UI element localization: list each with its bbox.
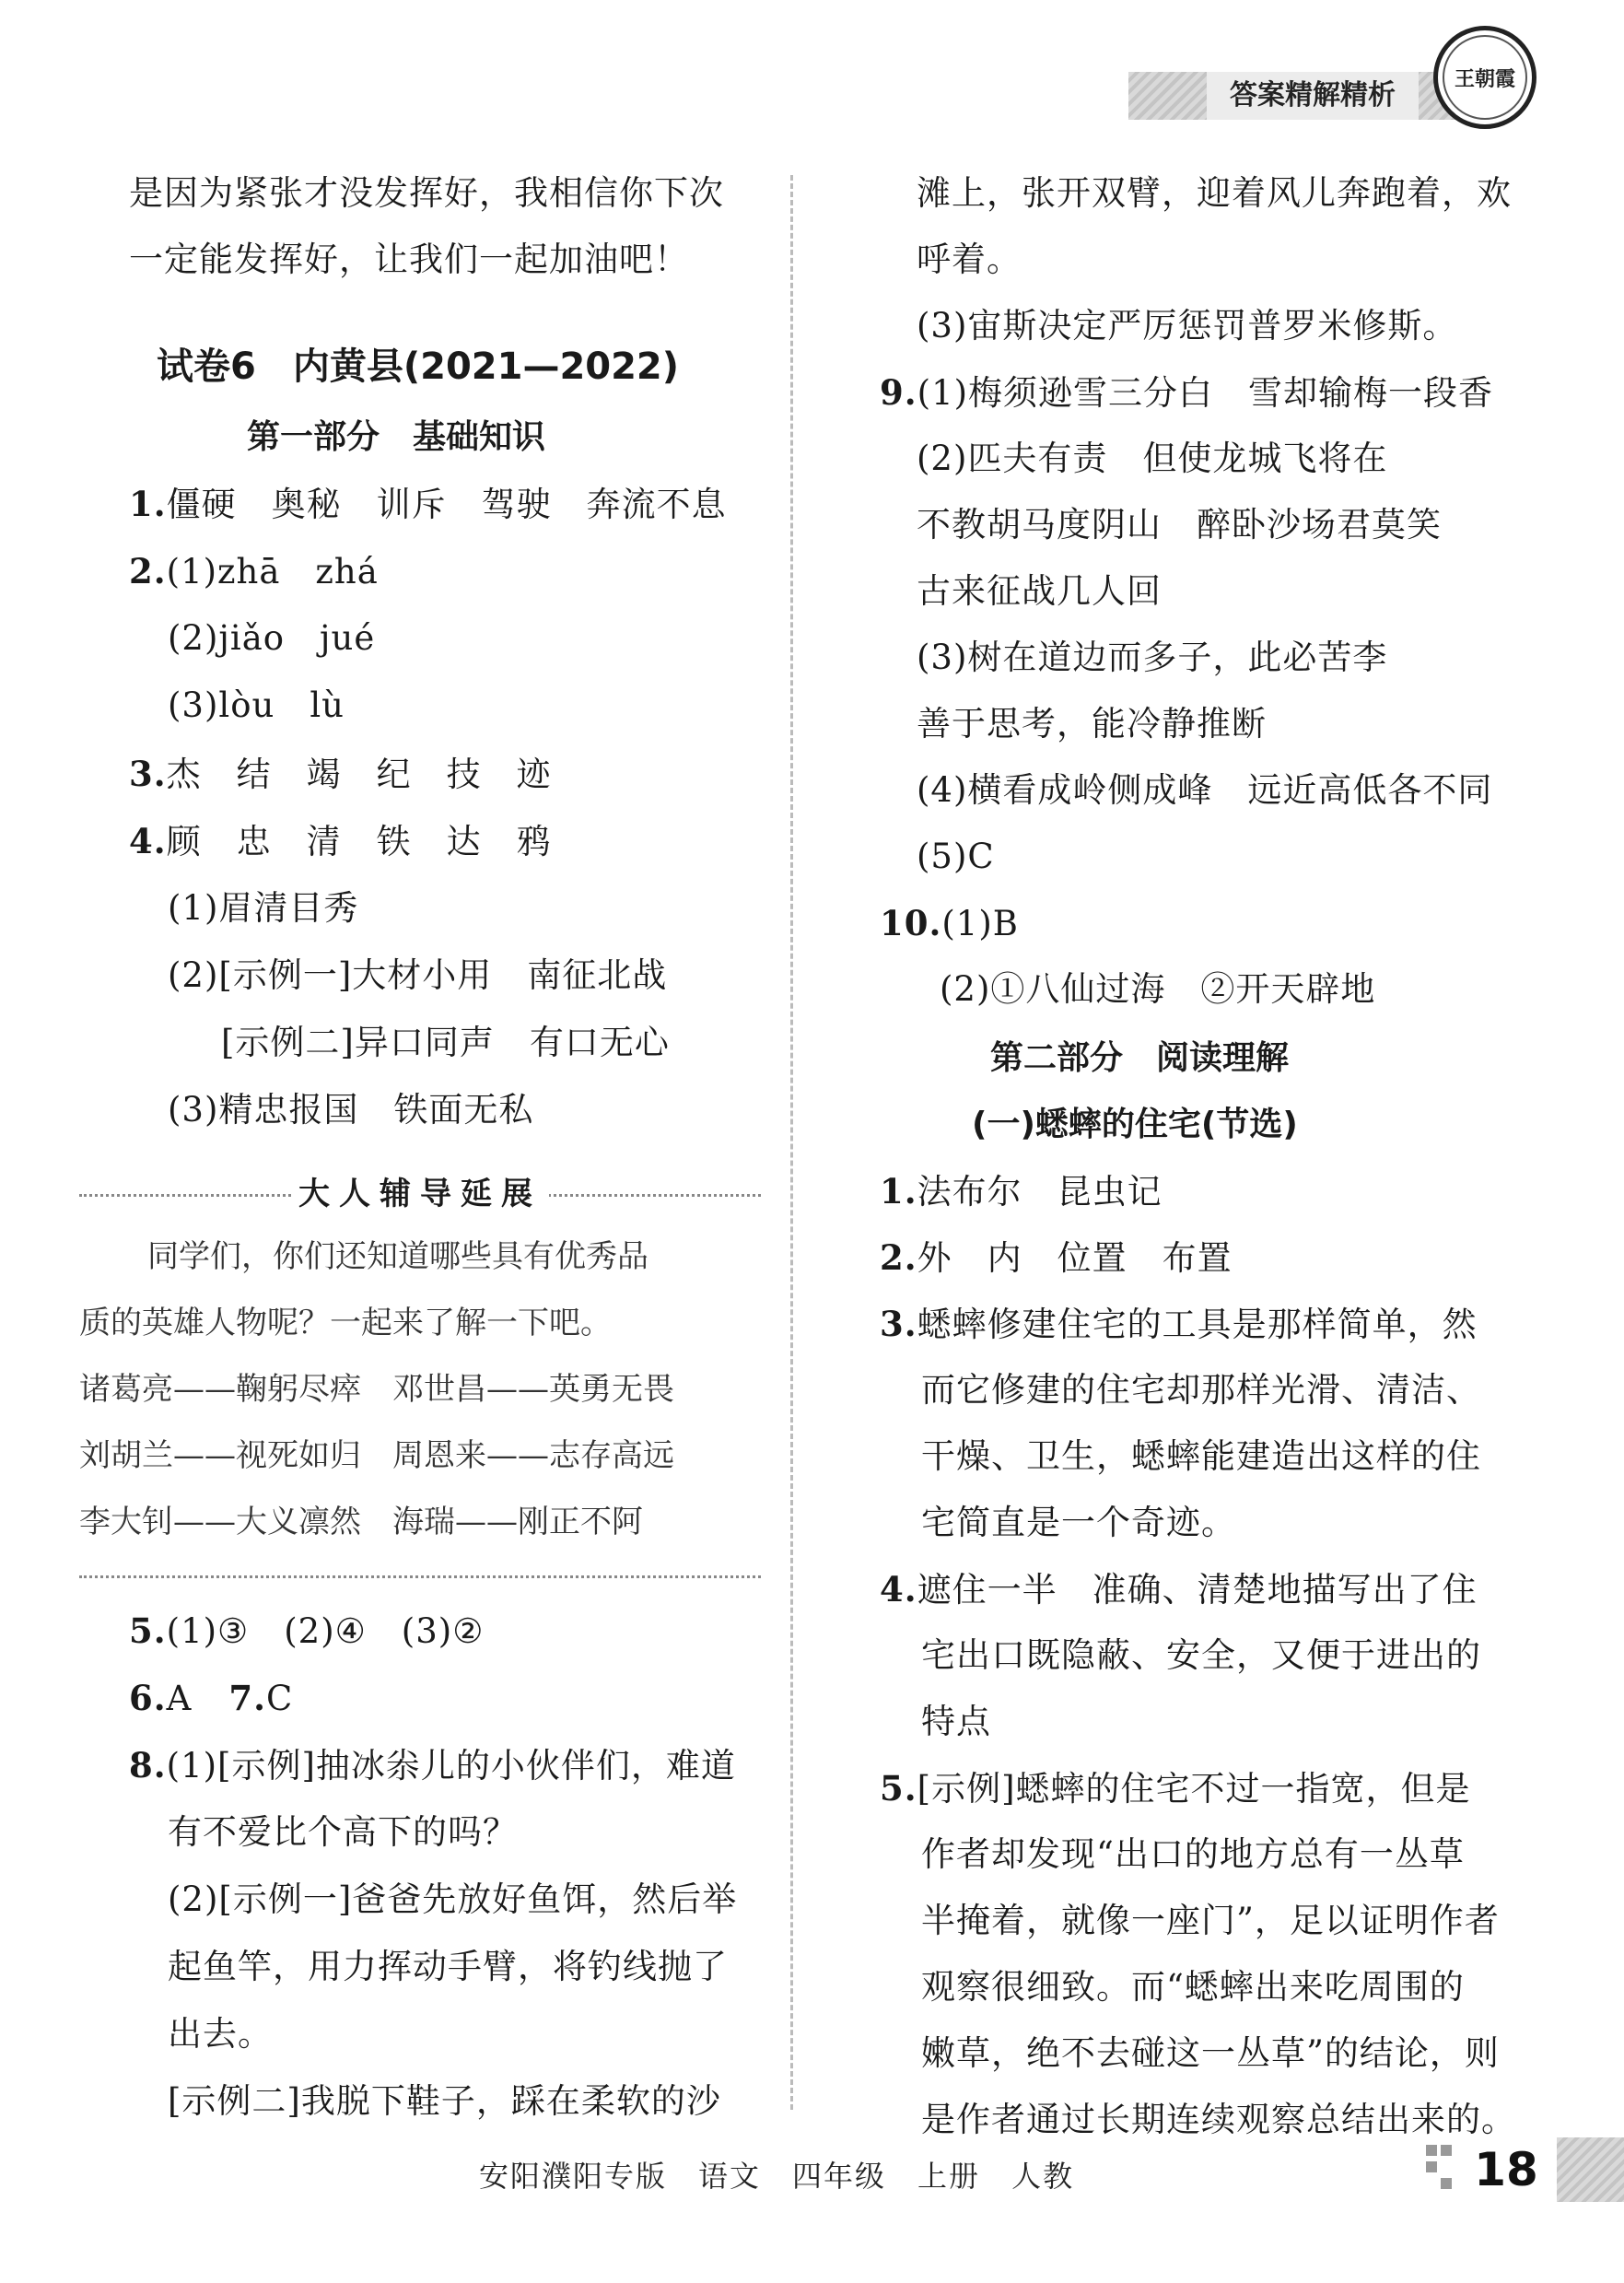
r3-answer-line-3: 干燥、卫生，蟋蟀能建造出这样的住	[921, 1436, 1481, 1476]
r5-answer-line-4: 观察很细致。而“蟋蟀出来吃周围的	[921, 1967, 1465, 2007]
q9-answer-line-3: 不教胡马度阴山 醉卧沙场君莫笑	[917, 505, 1442, 544]
footer-grade: 四年级	[792, 2159, 887, 2194]
r4-answer-line-3: 特点	[921, 1702, 991, 1741]
extension-line-5: 李大钊——大义凛然 海瑞——刚正不阿	[79, 1504, 643, 1540]
extension-line-4: 刘胡兰——视死如归 周恩来——志存高远	[79, 1437, 674, 1474]
q8-answer-line-1: 8.(1)[示例]抽冰尜儿的小伙伴们，难道	[129, 1745, 736, 1785]
right-continuation-line-2: 呼着。	[917, 240, 1022, 279]
q4-answer-a: (1)眉清目秀	[168, 888, 359, 928]
q2-answer-b: (2)jiǎo jué	[168, 618, 376, 658]
r5-answer-line-5: 嫩草，绝不去碰这一丛草”的结论，则	[921, 2033, 1500, 2073]
q8-answer-line-5: 出去。	[168, 2014, 273, 2054]
q6-q7-answer: 6.A 7.C	[129, 1678, 294, 1718]
q4-answer-b: (2)[示例一]大材小用 南征北战	[168, 955, 668, 995]
column-divider	[790, 175, 793, 2110]
r5-answer-line-6: 是作者通过长期连续观察总结出来的。	[921, 2100, 1516, 2139]
r5-answer-line-2: 作者却发现“出口的地方总有一丛草	[921, 1834, 1465, 1874]
left-continuation-line-1: 是因为紧张才没发挥好，我相信你下次	[129, 173, 724, 213]
q9-answer-line-7: (4)横看成岭侧成峰 远近高低各不同	[917, 770, 1493, 810]
footer-region: 安阳濮阳专版	[479, 2159, 668, 2194]
q10-answer-a: 10.(1)B	[880, 903, 1019, 943]
extension-line-2: 质的英雄人物呢？一起来了解一下吧。	[79, 1305, 612, 1341]
q4-answer-c: [示例二]异口同声 有口无心	[221, 1023, 670, 1062]
q8-answer-line-6: [示例二]我脱下鞋子，踩在柔软的沙	[168, 2081, 721, 2121]
publisher-logo	[1433, 26, 1536, 129]
page-band	[1557, 2137, 1624, 2202]
r4-answer-line-2: 宅出口既隐蔽、安全，又便于进出的	[921, 1635, 1481, 1675]
r2-answer: 2.外 内 位置 布置	[880, 1237, 1233, 1278]
footer-edition: 人教	[1011, 2159, 1075, 2194]
r5-answer-line-1: 5.[示例]蟋蟀的住宅不过一指宽，但是	[880, 1768, 1471, 1809]
part2-title: 第二部分 阅读理解	[990, 1039, 1290, 1077]
q2-answer-c: (3)lòu lù	[168, 685, 345, 725]
extension-bottom-rule	[79, 1575, 761, 1578]
r3-answer-line-2: 而它修建的住宅却那样光滑、清洁、	[921, 1370, 1481, 1410]
q5-answer: 5.(1)③ (2)④ (3)②	[129, 1610, 485, 1651]
page-number: 18	[1474, 2143, 1538, 2196]
extension-line-3: 诸葛亮——鞠躬尽瘁 邓世昌——英勇无畏	[79, 1371, 674, 1408]
q9-answer-line-2: (2)匹夫有责 但使龙城飞将在	[917, 439, 1388, 478]
q4-answer: 4.顾 忠 清 铁 达 鸦	[129, 821, 552, 861]
r4-answer-line-1: 4.遮住一半 准确、清楚地描写出了住	[880, 1569, 1478, 1610]
q10-answer-b: (2)①八仙过海 ②开天辟地	[940, 969, 1376, 1009]
extension-title: 大人辅导延展	[79, 1170, 761, 1218]
q8-answer-line-3: (2)[示例一]爸爸先放好鱼饵，然后举	[168, 1879, 738, 1919]
left-continuation-line-2: 一定能发挥好，让我们一起加油吧！	[129, 240, 689, 279]
part1-title: 第一部分 基础知识	[247, 418, 546, 456]
section-title: (一)蟋蟀的住宅(节选)	[972, 1106, 1298, 1143]
q1-answer: 1.僵硬 奥秘 训斥 驾驶 奔流不息	[129, 484, 727, 524]
extension-line-1: 同学们，你们还知道哪些具有优秀品	[147, 1238, 648, 1275]
footer-volume: 上册	[917, 2159, 981, 2194]
page-decoration	[1426, 2145, 1459, 2193]
q8-answer-line-2: 有不爱比个高下的吗？	[168, 1812, 518, 1852]
r3-answer-line-4: 宅简直是一个奇迹。	[921, 1503, 1236, 1542]
q9-answer-line-1: 9.(1)梅须逊雪三分白 雪却输梅一段香	[880, 372, 1494, 413]
logo-text: 王朝霞	[1443, 35, 1527, 120]
right-continuation-line-1: 滩上，张开双臂，迎着风儿奔跑着，欢	[917, 173, 1512, 213]
q9-answer-line-4: 古来征战几人回	[917, 571, 1162, 611]
q2-answer-a: 2.(1)zhā zhá	[129, 551, 379, 591]
q9-answer-line-8: (5)C	[917, 837, 995, 876]
right-continuation-line-3: (3)宙斯决定严厉惩罚普罗米修斯。	[917, 306, 1458, 345]
r3-answer-line-1: 3.蟋蟀修建住宅的工具是那样简单，然	[880, 1304, 1478, 1344]
r5-answer-line-3: 半掩着，就像一座门”，足以证明作者	[921, 1901, 1500, 1940]
footer-subject: 语文	[698, 2159, 762, 2194]
test-title: 试卷6 内黄县(2021—2022)	[157, 345, 680, 388]
q9-answer-line-6: 善于思考，能冷静推断	[917, 704, 1267, 743]
q8-answer-line-4: 起鱼竿，用力挥动手臂，将钓线抛了	[168, 1947, 728, 1986]
q4-answer-d: (3)精忠报国 铁面无私	[168, 1090, 534, 1130]
footer-info	[479, 2156, 1105, 2196]
r1-answer: 1.法布尔 昆虫记	[880, 1171, 1163, 1212]
q3-answer: 3.杰 结 竭 纪 技 迹	[129, 754, 552, 794]
header-label: 答案精解精析	[1207, 72, 1419, 120]
q9-answer-line-5: (3)树在道边而多子，此必苦李	[917, 638, 1388, 677]
